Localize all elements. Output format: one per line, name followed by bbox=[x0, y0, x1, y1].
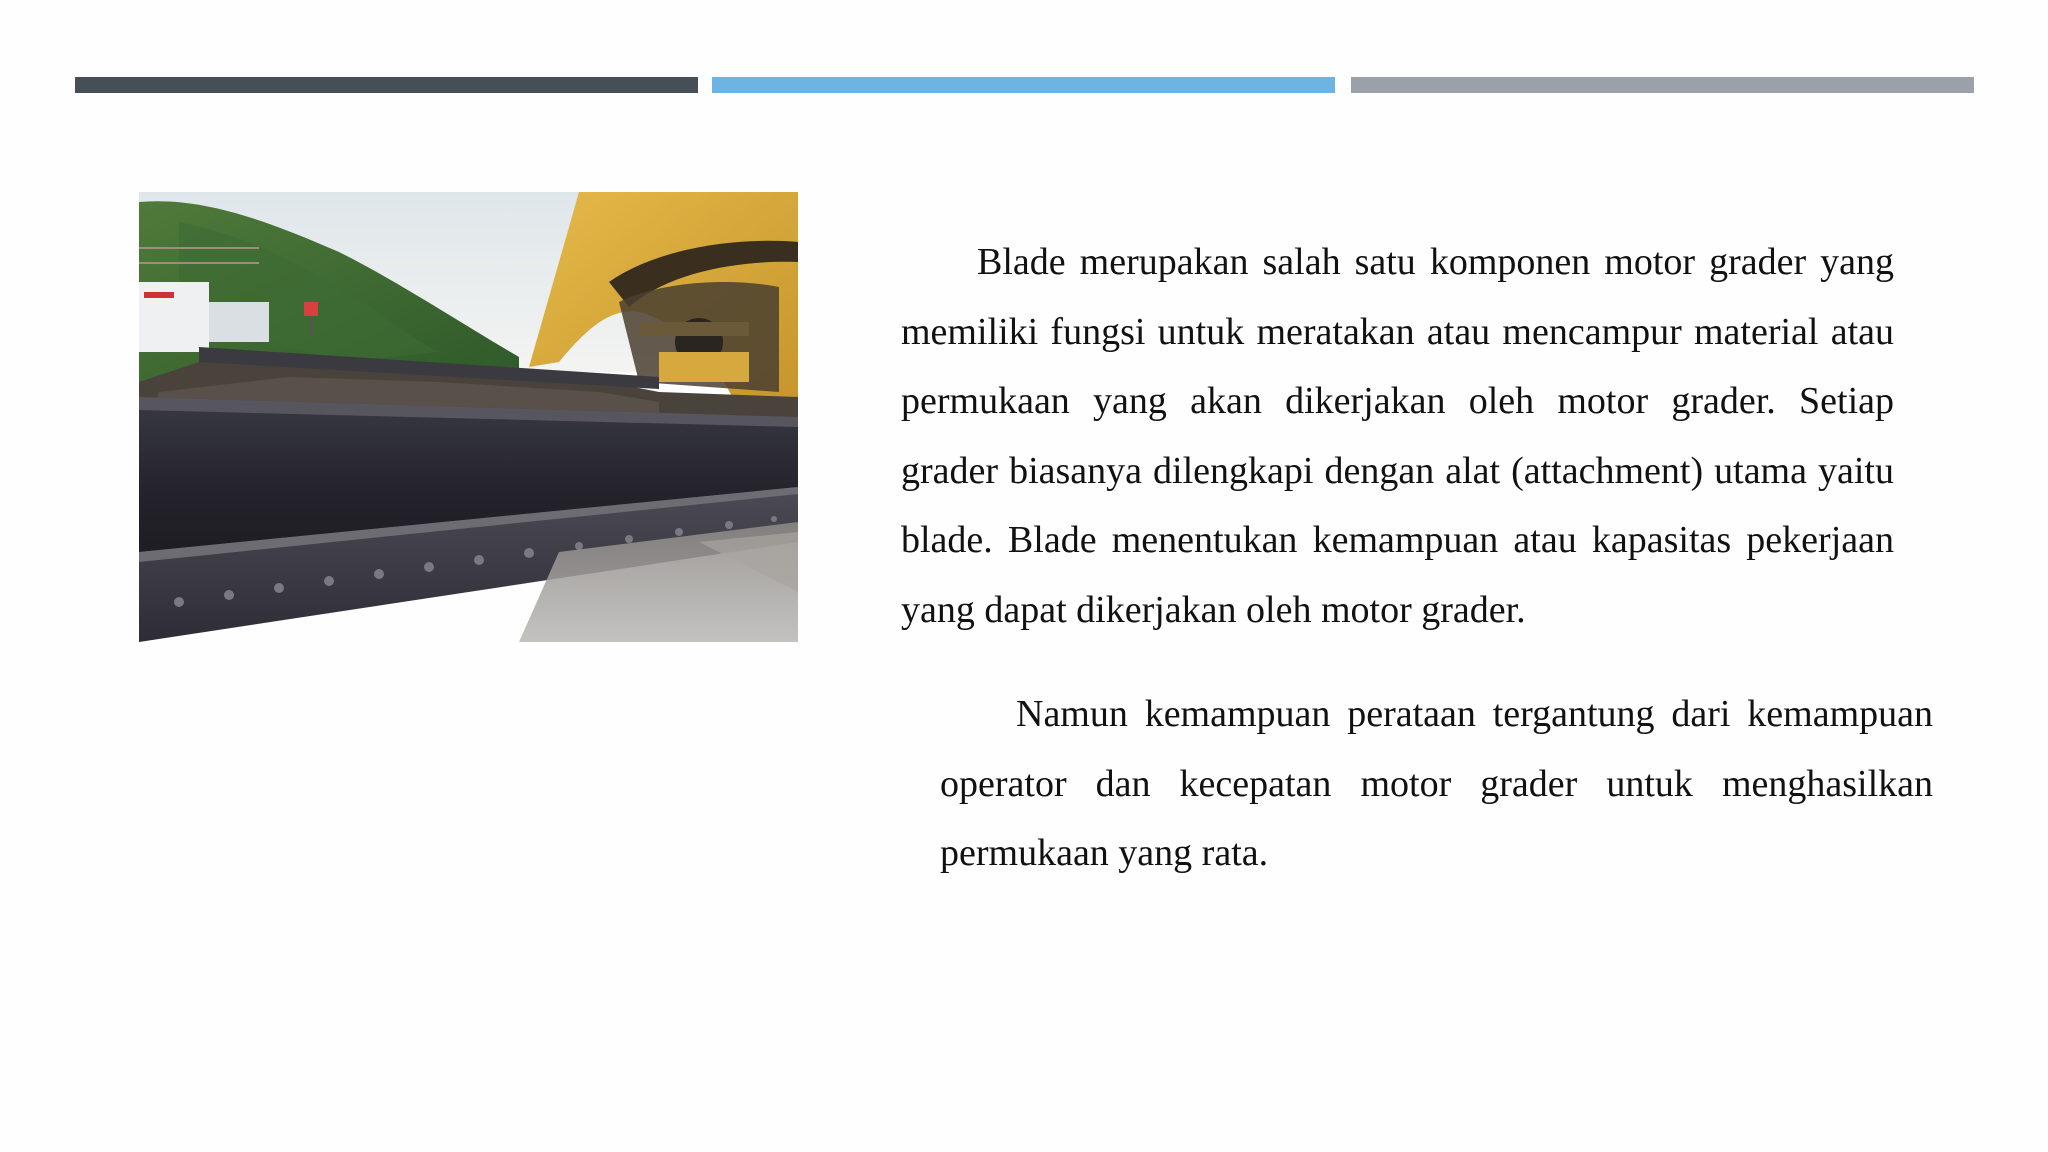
header-bar-blue bbox=[712, 77, 1335, 93]
header-bar-dark bbox=[75, 77, 698, 93]
paragraph-blade-description: Blade merupakan salah satu komponen motor grader yang memiliki fungsi untuk meratakan atau mencampur material atau permukaan yang akan dikerjakan oleh motor grader. Setiap grader biasanya dilengkapi dengan alat (attachment) utama yaitu blade. Blade menentukan kemampuan atau kapasitas pekerjaan yang dapat dikerjakan oleh motor grader. bbox=[901, 241, 1894, 631]
header-bar-gray bbox=[1351, 77, 1974, 93]
paragraph-leveling-capability: Namun kemampuan perataan tergantung dari kemampuan operator dan kecepatan motor grader untuk menghasilkan permukaan yang rata. bbox=[940, 693, 1933, 874]
motor-grader-blade-photo bbox=[139, 192, 798, 642]
